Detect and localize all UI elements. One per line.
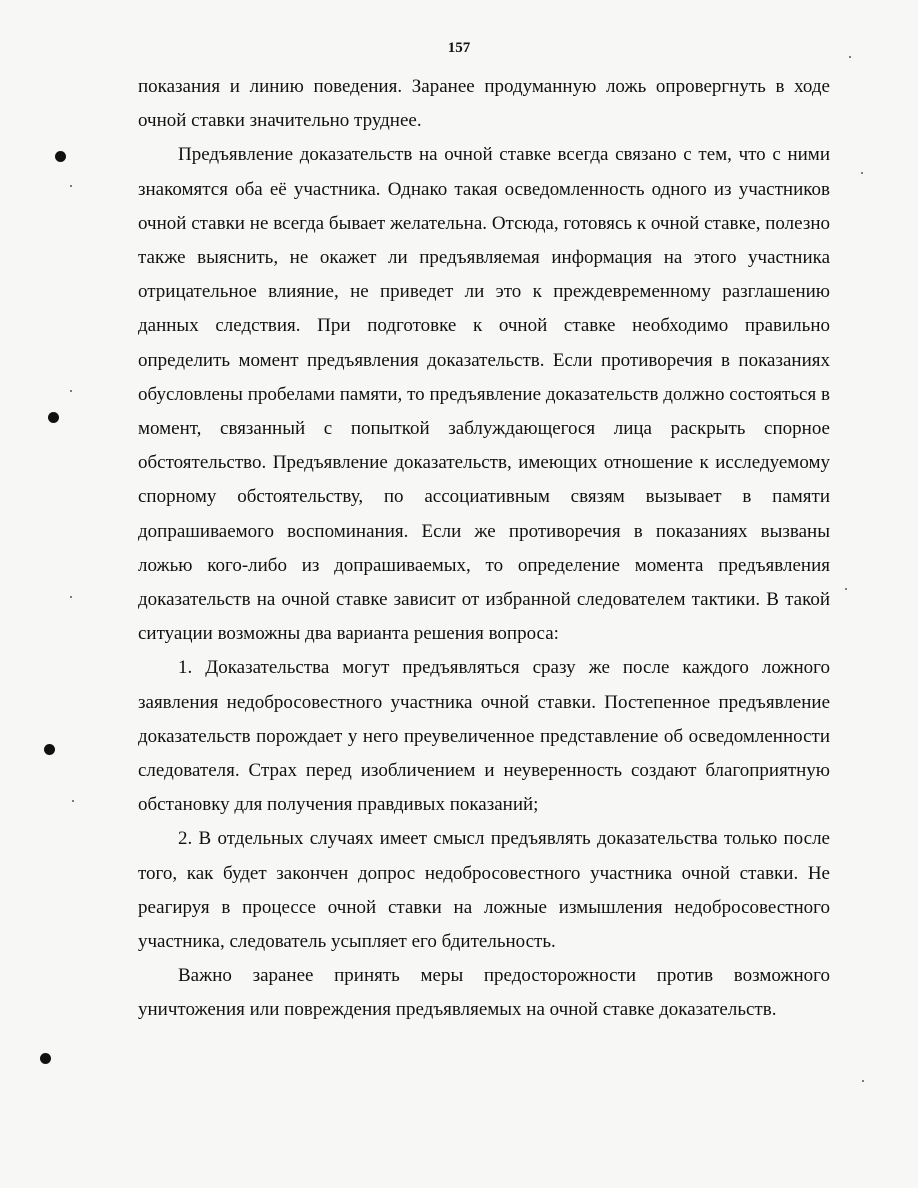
binder-hole-mark: [40, 1053, 51, 1064]
binder-hole-mark: [44, 744, 55, 755]
scan-speck: [849, 56, 851, 58]
paragraph-option-two: 2. В отдельных случаях имеет смысл предъявлять доказательства только после того, как будет закончен допрос недобросовестного участника очной ставки. Не реагируя в процессе очной ставки на ложные измышления недобросовестного участника, следователь усыпляет его бдительность.: [138, 828, 830, 953]
page-number: 157: [447, 40, 471, 56]
scan-speck: [70, 390, 72, 392]
binder-hole-mark: [55, 151, 66, 162]
binder-hole-mark: [48, 412, 59, 423]
scan-speck: [861, 172, 863, 174]
body-text: [138, 70, 830, 1028]
scan-speck: [70, 596, 72, 598]
paragraph-precautions: Важно заранее принять меры предосторожности против возможного уничтожения или повреждения предъявляемых на очной ставке доказательств.: [138, 965, 830, 1021]
scan-speck: [70, 185, 72, 187]
paragraph-evidence-presentation: Предъявление доказательств на очной ставке всегда связано с тем, что с ними знакомятся оба её участника. Однако такая осведомленность одного из участников очной ставки не всегда бывает желательна. Отсюда, готовясь к очной ставке, полезно также выяснить, не окажет ли предъявляемая информация на этого участника отрицательное влияние, не приведет ли это к преждевременному разглашению данных следствия. При подготовке к очной ставке необходимо правильно определить момент предъявления доказательств. Если противоречия в показаниях обусловлены пробелами памяти, то предъявление доказательств должно состояться в момент, связанный с попыткой заблуждающегося лица раскрыть спорное обстоятельство. Предъявление доказательств, имеющих отношение к исследуемому спорному обстоятельству, по ассоциативным связям вызывает в памяти допрашиваемого воспоминания. Если же противоречия в показаниях вызваны ложью кого-либо из допрашиваемых, то определение момента предъявления доказательств на очной ставке зависит от избранной следователем тактики. В такой ситуации возможны два варианта решения вопроса:: [138, 144, 830, 645]
scan-speck: [72, 800, 74, 802]
paragraph-option-one: 1. Доказательства могут предъявляться сразу же после каждого ложного заявления недобросовестного участника очной ставки. Постепенное предъявление доказательств порождает у него преувеличенное представление об осведомленности следователя. Страх перед изобличением и неуверенность создают благоприятную обстановку для получения правдивых показаний;: [138, 657, 830, 816]
scan-speck: [862, 1080, 864, 1082]
paragraph-continuation: показания и линию поведения. Заранее продуманную ложь опровергнуть в ходе очной ставки значительно труднее.: [138, 76, 830, 132]
scan-speck: [845, 588, 847, 590]
